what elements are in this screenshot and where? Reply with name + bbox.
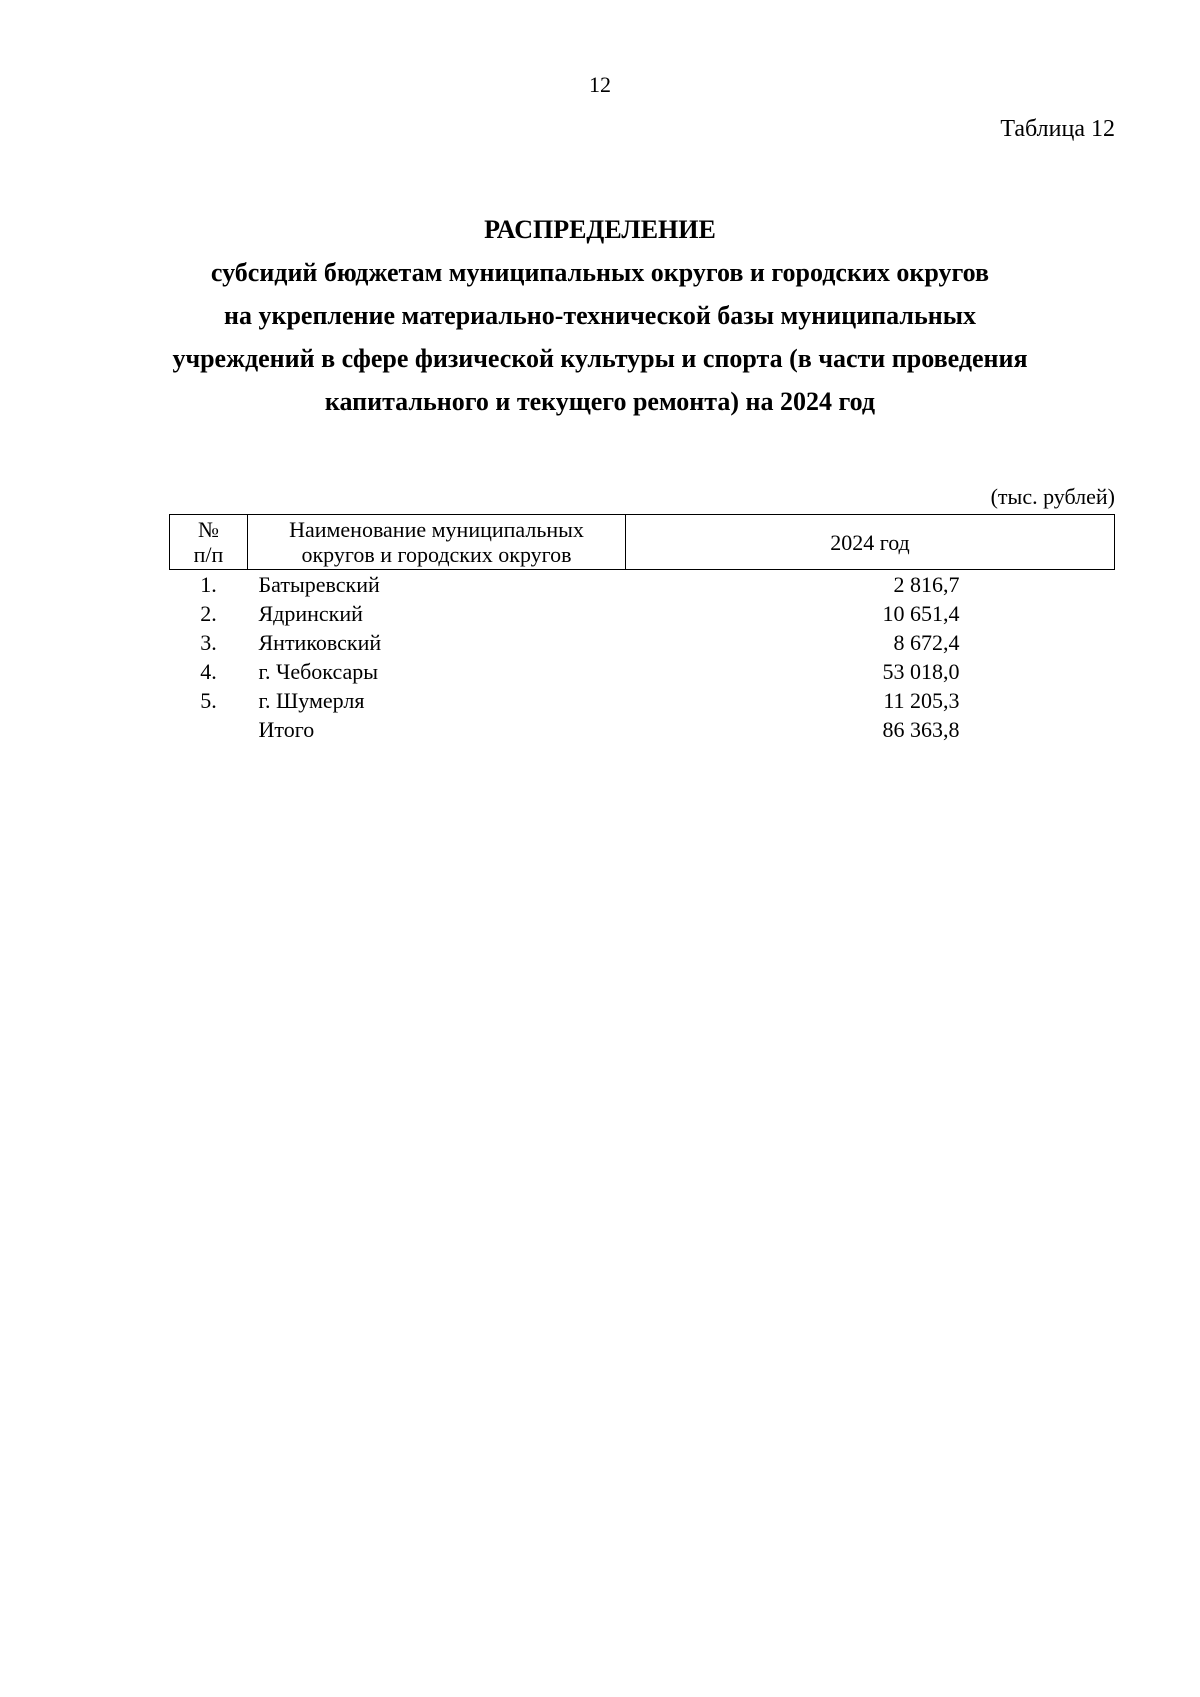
table-row [170,570,1115,600]
total-value: 86 363,8 [882,717,960,742]
units-label: (тыс. рублей) [990,484,1115,509]
row-number: 1. [200,572,217,597]
row-number: 3. [200,630,217,655]
row-value: 53 018,0 [882,659,960,684]
title-line-4: учреждений в сфере физической культуры и спорта (в части проведения [172,344,1028,373]
title-line-3: на укрепление материально-технической базы муниципальных [223,301,977,330]
table-body [170,570,1115,745]
header-name-line1: Наименование муниципальных [289,517,584,542]
header-name [248,515,626,570]
row-number: 5. [200,688,217,713]
table-row [170,599,1115,628]
row-number: 4. [200,659,217,684]
header-year: 2024 год [626,515,1115,570]
document-title [100,208,1100,423]
table-row [170,657,1115,686]
total-number [170,715,248,744]
total-label: Итого [258,717,315,742]
row-name: г. Чебоксары [258,659,379,684]
header-number-line1: № [198,517,219,542]
title-line-2: субсидий бюджетам муниципальных округов и городских округов [210,258,990,287]
distribution-table [169,514,1115,744]
title-line-heading: РАСПРЕДЕЛЕНИЕ [484,215,716,244]
table-row [170,686,1115,715]
row-name: Янтиковский [258,630,382,655]
header-row [170,515,1115,570]
page-number: 12 [589,72,611,97]
row-value: 11 205,3 [883,688,960,713]
row-name: Ядринский [258,601,363,626]
header-name-line2: округов и городских округов [301,542,572,567]
header-number-line2: п/п [193,542,224,567]
table-row [170,628,1115,657]
row-name: г. Шумерля [258,688,365,713]
table-header [170,515,1115,570]
row-value: 2 816,7 [893,572,960,597]
row-name: Батыревский [258,572,380,597]
header-number [170,515,248,570]
row-value: 10 651,4 [882,601,960,626]
total-row [170,715,1115,744]
title-line-5: капитального и текущего ремонта) на 2024 год [324,387,876,416]
row-number: 2. [200,601,217,626]
row-value: 8 672,4 [893,630,960,655]
table-label: Таблица 12 [1000,116,1115,142]
